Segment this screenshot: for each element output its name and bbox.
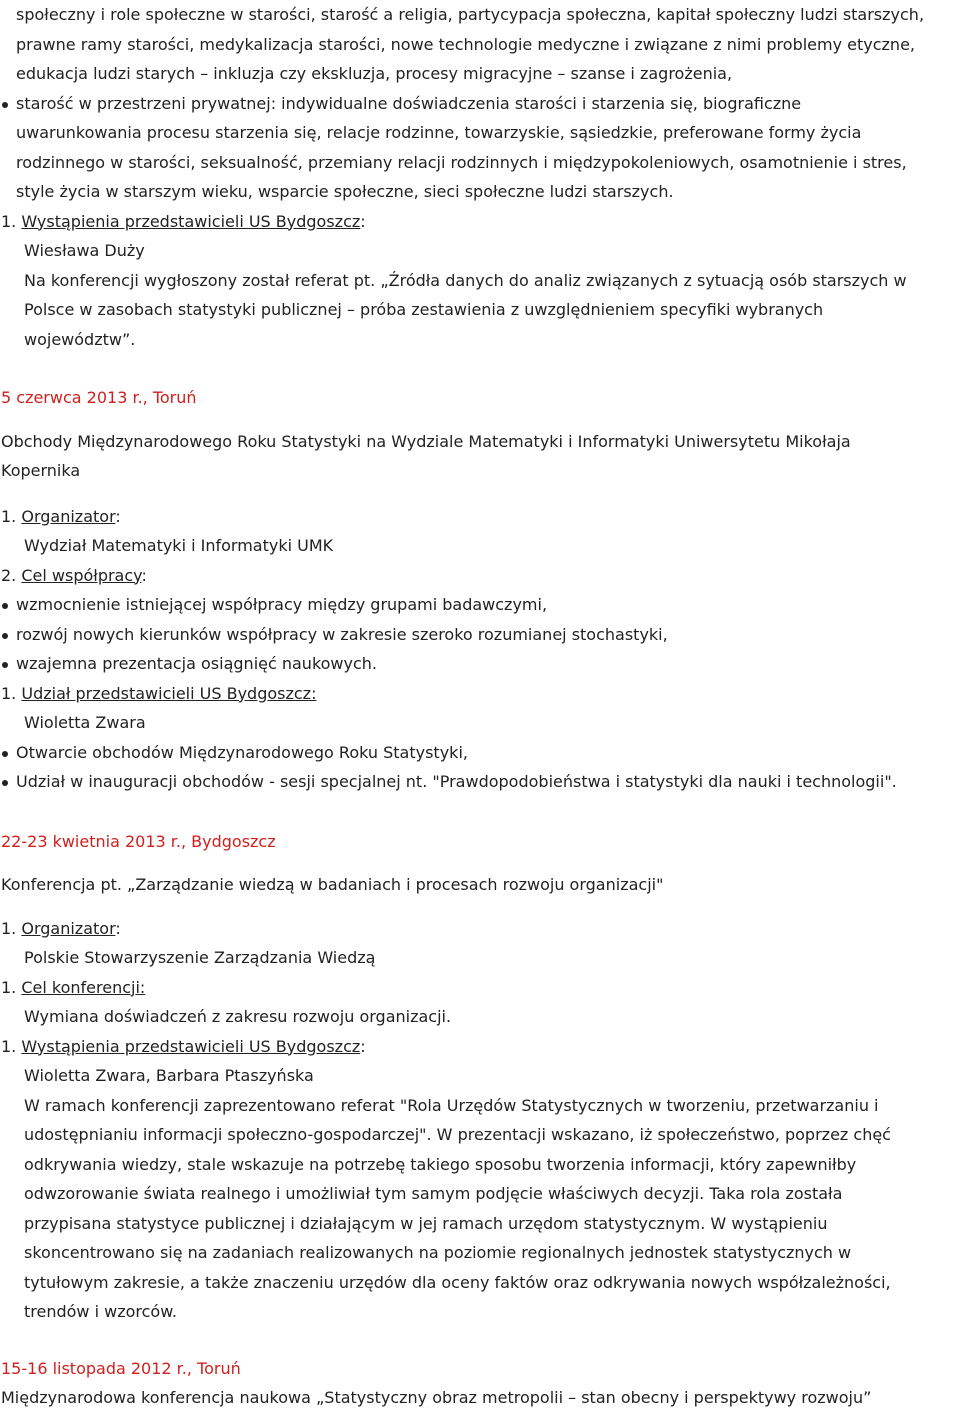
bullet-item: Udział w inauguracji obchodów - sesji specjalnej nt. "Prawdopodobieństwa i statystyki dla nauki i technologii". (1, 767, 956, 797)
event-date-red: 5 czerwca 2013 r. (1, 388, 143, 407)
paragraph-line: skoncentrowano się na zadaniach realizowanych na poziomie regionalnych jednostek statystycznych w (24, 1243, 852, 1262)
bullet-item: rozwój nowych kierunków współpracy w zakresie szeroko rozumianej stochastyki, (1, 620, 956, 650)
section-heading: 1. Wystąpienia przedstawicieli US Bydgoszcz: (1, 1036, 366, 1056)
section-heading: 2. Cel współpracy: (1, 565, 147, 585)
section-heading-label: Udział przedstawicieli US Bydgoszcz: (21, 683, 317, 703)
event-date (1, 383, 956, 413)
section-heading-label: Cel konferencji: (21, 977, 146, 997)
section-heading: 1. Organizator: (1, 918, 121, 938)
event-date (1, 827, 956, 857)
participant-name: Wioletta Zwara (24, 713, 146, 732)
section-heading-label: Cel współpracy (21, 565, 142, 585)
event-title: Obchody Międzynarodowego Roku Statystyki na Wydziale Matematyki i Informatyki Uniwersytetu Mikołaja (1, 431, 851, 451)
section-heading-label: Organizator (21, 506, 116, 526)
paragraph-line: przypisana statystyce publicznej i działającym w jej ramach urzędom statystycznym. W wystąpieniu (24, 1213, 828, 1233)
section-heading: 1. Udział przedstawicieli US Bydgoszcz: (1, 683, 317, 703)
bullet-item: starość w przestrzeni prywatnej: indywidualne doświadczenia starości i starzenia się, biograficzne (1, 89, 956, 119)
event-place: , Toruń (186, 1358, 241, 1378)
intro-line: edukacja ludzi starych – inkluzja czy ekskluzja, procesy migracyjne – szanse i zagrożenia, (16, 64, 733, 83)
section-heading-label: Wystąpienia przedstawicieli US Bydgoszcz (21, 211, 361, 231)
paragraph-line: W ramach konferencji zaprezentowano referat "Rola Urzędów Statystycznych w tworzeniu, przetwarzaniu i (24, 1095, 879, 1115)
bullet-continuation: style życia w starszym wieku, wsparcie społeczne, sieci społeczne ludzi starszych. (16, 182, 674, 201)
goal-text: Wymiana doświadczeń z zakresu rozwoju organizacji. (24, 1007, 452, 1026)
paragraph-line: odkrywania wiedzy, stale wskazuje na potrzebę takiego sposobu tworzenia informacji, który zapewniłby (24, 1154, 857, 1174)
event-place: , Bydgoszcz (180, 831, 276, 851)
organizer: Polskie Stowarzyszenie Zarządzania Wiedzą (24, 948, 376, 967)
section-heading: 1. Wystąpienia przedstawicieli US Bydgoszcz: (1, 211, 366, 231)
paragraph-line: Na konferencji wygłoszony został referat pt. „Źródła danych do analiz związanych z sytuacją osób starszych w (24, 270, 907, 290)
intro-line: społeczny i role społeczne w starości, starość a religia, partycypacja społeczna, kapitał społeczny ludzi starszych, (16, 5, 925, 24)
paragraph-line: udostępnianiu informacji społeczno-gospodarczej". W prezentacji wskazano, iż społeczeństwo, poprzez chęć (24, 1125, 891, 1144)
event-date (1, 1354, 956, 1384)
speaker-name: Wiesława Duży (24, 241, 145, 260)
section-heading-label: Organizator (21, 918, 116, 938)
event-place: , Toruń (142, 388, 197, 407)
document-page (1, 0, 956, 1413)
section-heading: 1. Cel konferencji: (1, 977, 146, 997)
bullet-continuation: rodzinnego w starości, seksualność, przemiany relacji rodzinnych i międzypokoleniowych, osamotnienie i stres, (16, 152, 907, 172)
paragraph-line: tytułowym zakresie, a także znaczeniu urzędów dla oceny faktów oraz odkrywania nowych współzależności, (24, 1272, 891, 1292)
bullet-item: wzajemna prezentacja osiągnięć naukowych. (1, 649, 956, 679)
section-heading-label: Wystąpienia przedstawicieli US Bydgoszcz (21, 1036, 361, 1056)
event-title: Kopernika (1, 461, 81, 480)
intro-line: prawne ramy starości, medykalizacja starości, nowe technologie medyczne i związane z nimi problemy etyczne, (16, 34, 915, 54)
bullet-item: wzmocnienie istniejącej współpracy między grupami badawczymi, (1, 590, 956, 620)
section-heading: 1. Organizator: (1, 506, 121, 526)
speaker-names: Wioletta Zwara, Barbara Ptaszyńska (24, 1066, 314, 1085)
organizer: Wydział Matematyki i Informatyki UMK (24, 536, 334, 555)
paragraph-line: odwzorowanie świata realnego i umożliwiał tym samym podjęcie właściwych decyzji. Taka rola została (24, 1184, 843, 1203)
event-date-red: 22-23 kwietnia 2013 r. (1, 831, 181, 851)
bullet-continuation: uwarunkowania procesu starzenia się, relacje rodzinne, towarzyskie, sąsiedzkie, preferowane formy życia (16, 123, 862, 142)
event-title: Konferencja pt. „Zarządzanie wiedzą w badaniach i procesach rozwoju organizacji" (1, 875, 664, 894)
paragraph-line: województw”. (24, 329, 136, 349)
paragraph-line: Polsce w zasobach statystyki publicznej – próba zestawienia z uwzględnieniem specyfiki wybranych (24, 300, 824, 319)
paragraph-line: trendów i wzorców. (24, 1302, 177, 1321)
event-date-red: 15-16 listopada 2012 r. (1, 1358, 187, 1378)
event-title: Międzynarodowa konferencja naukowa „Statystyczny obraz metropolii – stan obecny i perspektywy rozwoju” (1, 1388, 872, 1407)
bullet-item: Otwarcie obchodów Międzynarodowego Roku Statystyki, (1, 738, 956, 768)
